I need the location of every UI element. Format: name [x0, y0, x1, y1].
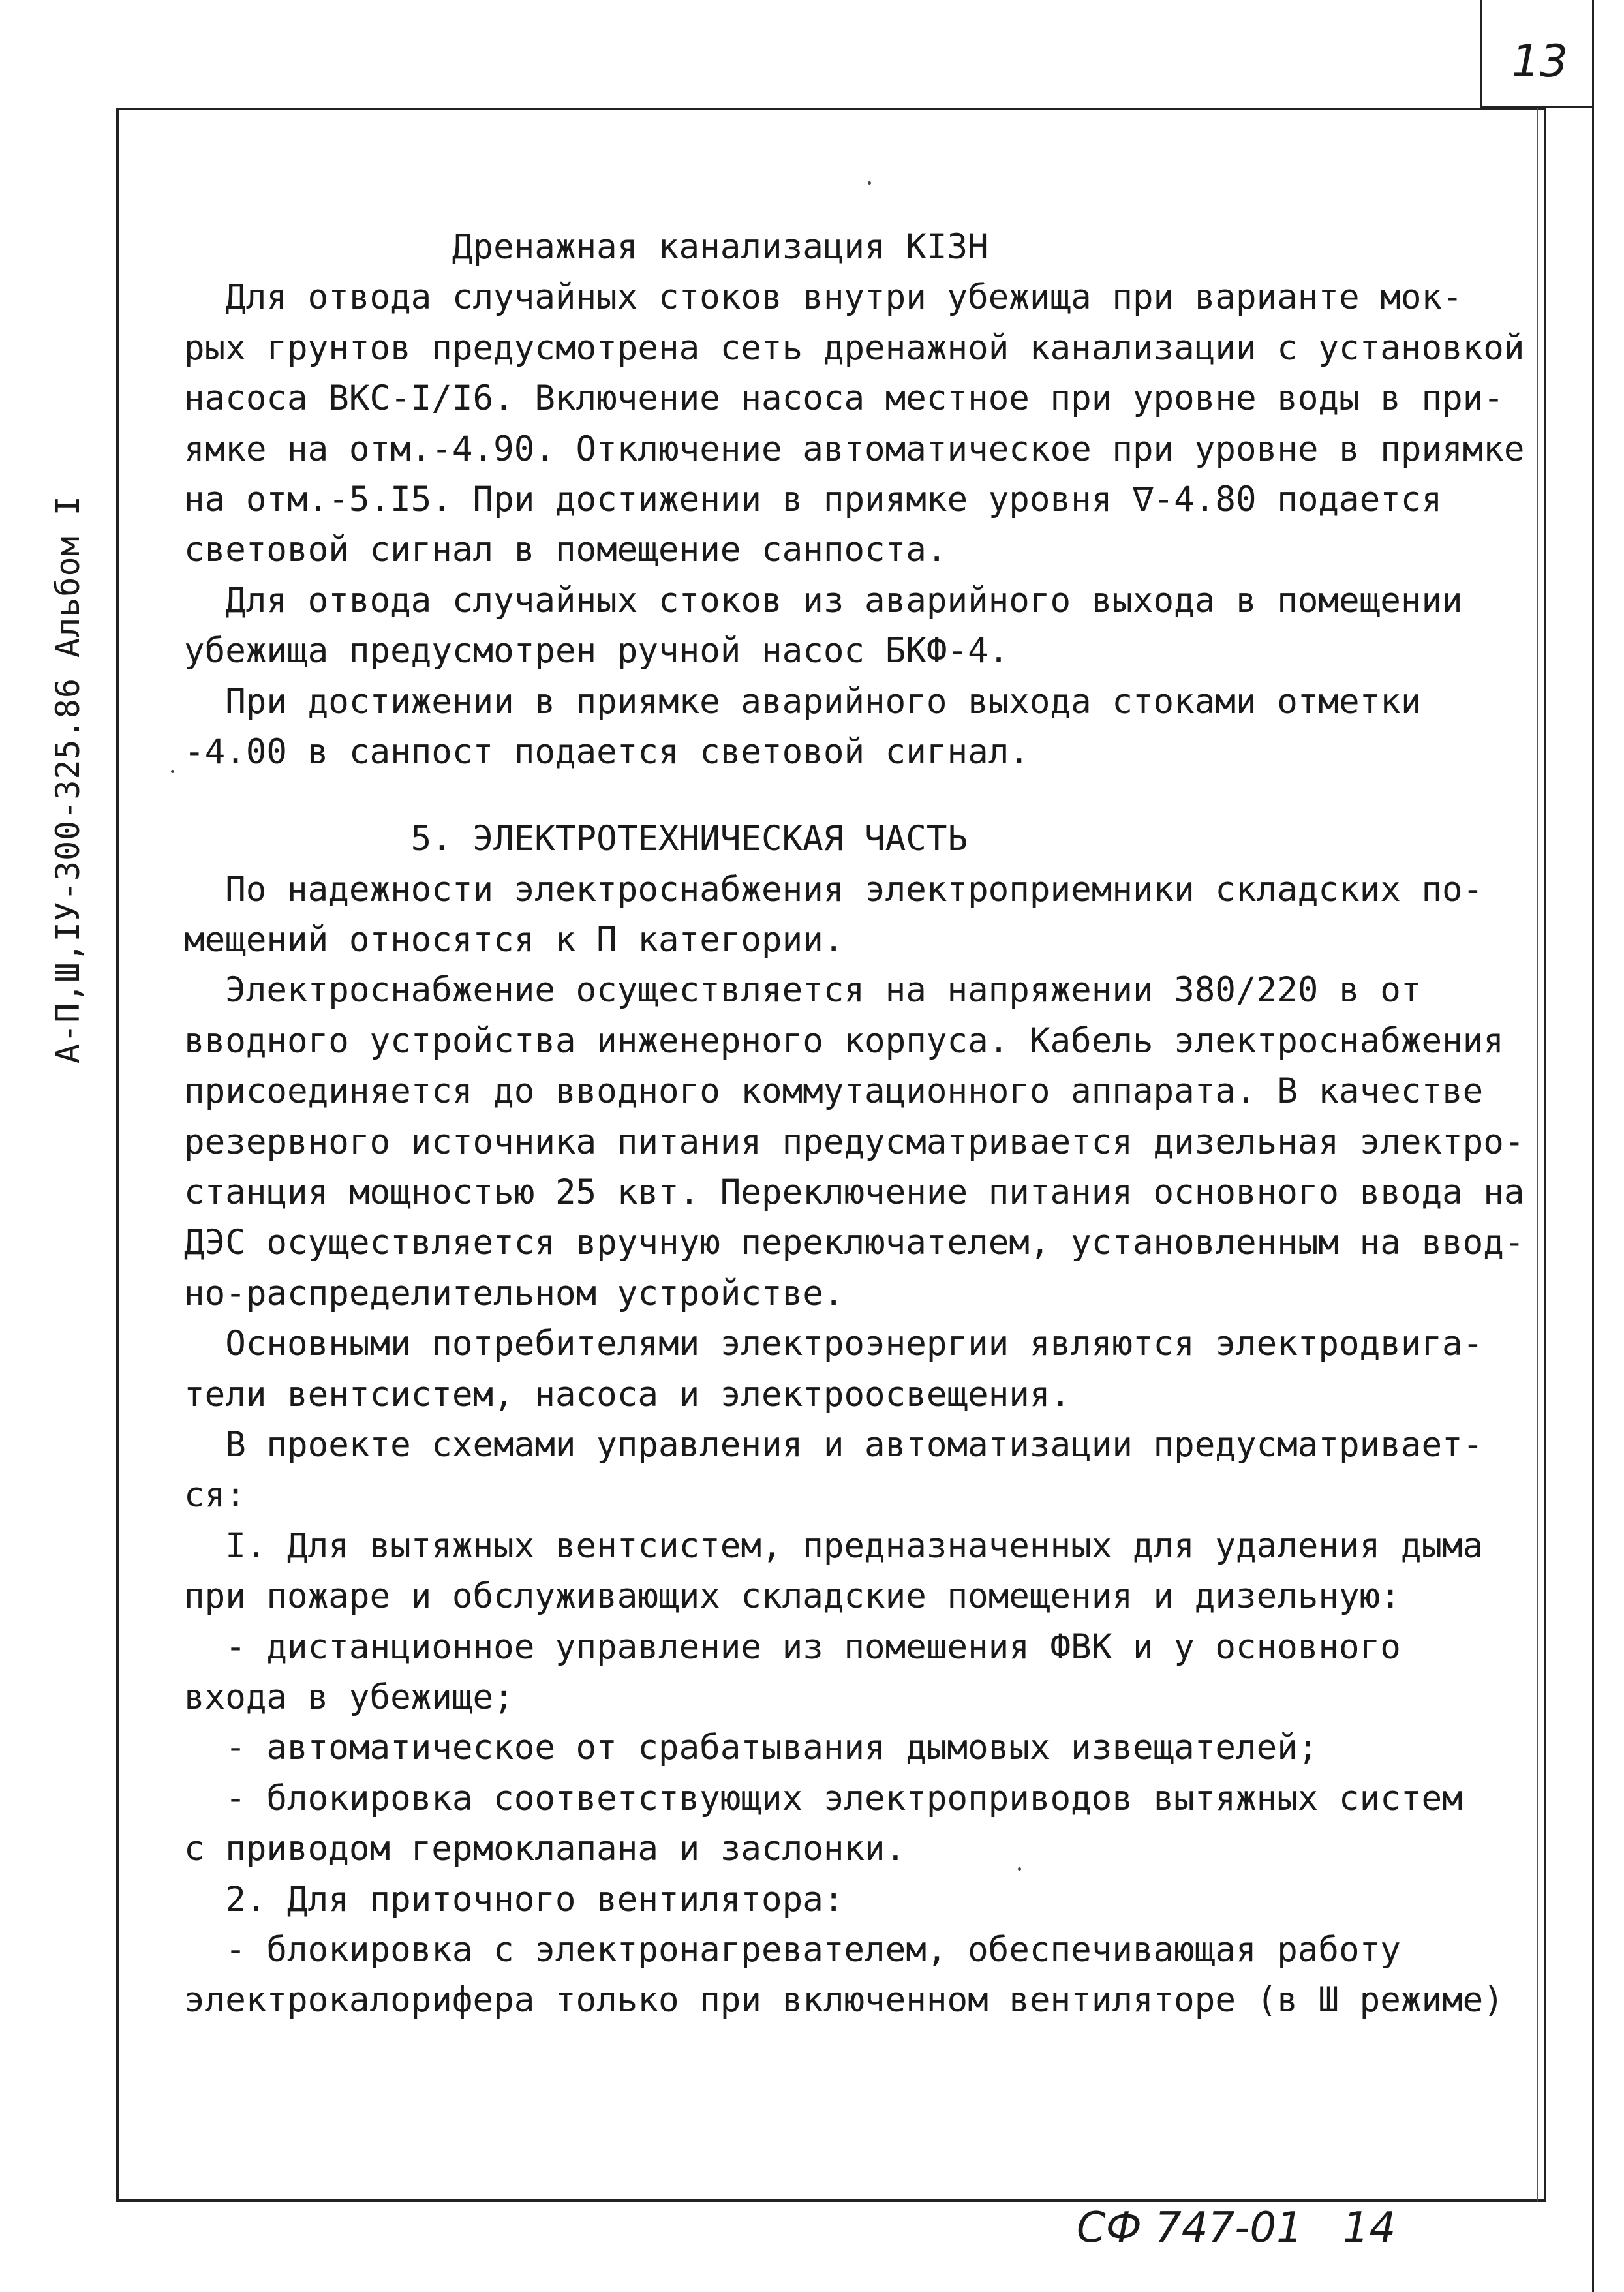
section-heading: Дренажная канализация КI3Н	[452, 227, 988, 267]
text-line: В проекте схемами управления и автоматизации предусматривает-	[225, 1424, 1484, 1465]
text-line: насоса ВКС-I/I6. Включение насоса местное при уровне воды в при-	[184, 378, 1504, 419]
text-line: при пожаре и обслуживающих складские помещения и дизельную:	[184, 1576, 1401, 1617]
text-line: По надежности электроснабжения электроприемники складских по-	[225, 869, 1484, 909]
text-line: но-распределительном устройстве.	[184, 1273, 844, 1313]
document-body	[184, 222, 1525, 2026]
text-line: станция мощностью 25 квт. Переключение питания основного ввода на	[184, 1172, 1525, 1213]
text-line: 2. Для приточного вентилятора:	[225, 1879, 844, 1919]
text-line: с приводом гермоклапана и заслонки.	[184, 1829, 906, 1869]
side-label: А-П,Ш,IУ-300-325.86 Альбом I	[49, 495, 87, 1063]
text-line: I. Для вытяжных вентсистем, предназначенных для удаления дыма	[225, 1525, 1484, 1566]
text-line: вводного устройства инженерного корпуса. Кабель электроснабжения	[184, 1020, 1504, 1061]
outer-right-border	[1592, 0, 1594, 2292]
page-number: 13	[1511, 36, 1569, 87]
frame-inner-right-line	[1537, 108, 1538, 2202]
document-stamp: СФ 747-01 14	[1077, 2204, 1396, 2252]
text-line: - дистанционное управление из помешения ФВК и у основного	[225, 1627, 1401, 1667]
text-line: присоединяется до вводного коммутационного аппарата. В качестве	[184, 1071, 1484, 1112]
text-line: мещений относятся к П категории.	[184, 920, 844, 960]
scan-speck	[1018, 1867, 1021, 1871]
text-line: убежища предусмотрен ручной насос БКФ-4.	[184, 631, 1009, 671]
section-heading: 5. ЭЛЕКТРОТЕХНИЧЕСКАЯ ЧАСТЬ	[410, 819, 968, 859]
text-line: -4.00 в санпост подается световой сигнал.	[184, 731, 1030, 772]
text-line: При достижении в приямке аварийного выхода стоками отметки	[225, 681, 1422, 722]
text-line: Для отвода случайных стоков из аварийного выхода в помещении	[225, 580, 1463, 620]
text-line: ся:	[184, 1475, 246, 1516]
text-line: - автоматическое от срабатывания дымовых извещателей;	[225, 1728, 1319, 1768]
scan-speck	[171, 770, 174, 773]
text-line: ямке на отм.-4.90. Отключение автоматическое при уровне в приямке	[184, 429, 1525, 469]
section-gap	[184, 777, 1515, 814]
text-line: световой сигнал в помещение санпоста.	[184, 530, 947, 570]
text-line: - блокировка соответствующих электроприводов вытяжных систем	[225, 1778, 1463, 1818]
text-line: рых грунтов предусмотрена сеть дренажной канализации с установкой	[184, 328, 1525, 368]
scan-speck	[868, 181, 871, 185]
text-line: резервного источника питания предусматривается дизельная электро-	[184, 1122, 1525, 1162]
text-line: - блокировка с электронагревателем, обеспечивающая работу	[225, 1929, 1401, 1970]
text-line: ДЭС осуществляется вручную переключателем, установленным на ввод-	[184, 1223, 1525, 1263]
text-line: Для отвода случайных стоков внутри убежища при варианте мок-	[225, 277, 1463, 318]
text-line: входа в убежище;	[184, 1677, 514, 1717]
text-line: тели вентсистем, насоса и электроосвещения.	[184, 1374, 1071, 1414]
text-line: Основными потребителями электроэнергии являются электродвига-	[225, 1324, 1484, 1364]
text-line: электрокалорифера только при включенном вентиляторе (в Ш режиме)	[184, 1980, 1504, 2021]
text-line: на отм.-5.I5. При достижении в приямке уровня ∇-4.80 подается	[184, 479, 1443, 519]
text-line: Электроснабжение осуществляется на напряжении 380/220 в от	[225, 970, 1422, 1011]
